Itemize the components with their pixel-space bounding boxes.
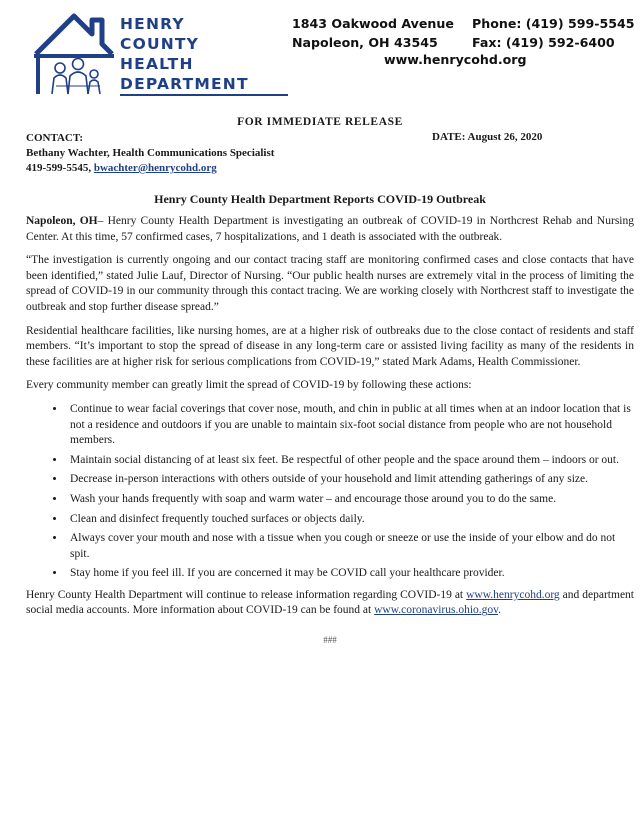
phone-number: Phone: (419) 599-5545	[472, 16, 635, 31]
list-item: • Continue to wear facial coverings that cover nose, mouth, and chin in public at all times when at an indoor location that is not a residence and outdoors if you are unable to maintain six-foot social distance from people who are not household members.	[66, 402, 634, 449]
closing-text: Henry County Health Department will continue to release information regarding COVID-19 at	[26, 588, 467, 601]
website-text: www.henrycohd.org	[384, 52, 527, 67]
closing-text: and department social media accounts. More information about COVID-19 can be found at	[26, 588, 634, 617]
phone-block	[472, 14, 635, 52]
paragraph-intro-text: – Henry County Health Department is investigating an outbreak of COVID-19 in Northcrest Rehab and Nursing Center. At this time, 57 confirmed cases, 7 hospitalizations, and 1 death is associated with the outbreak.	[26, 215, 634, 243]
release-body	[26, 214, 634, 649]
end-mark: ###	[323, 635, 337, 646]
henrycohd-link[interactable]: www.henrycohd.org	[466, 588, 560, 601]
release-date: DATE: August 26, 2020	[432, 131, 543, 143]
list-item: • Wash your hands frequently with soap and warm water – and encourage those around you to do the same.	[66, 492, 634, 508]
org-name-line: DEPARTMENT	[120, 75, 249, 93]
address-block	[292, 14, 454, 52]
org-name-line: HEALTH	[120, 55, 194, 73]
fax-number: Fax: (419) 592-6400	[472, 35, 615, 50]
paragraph-closing	[26, 588, 634, 619]
org-name-line: COUNTY	[120, 35, 200, 53]
list-item: • Always cover your mouth and nose with a tissue when you cough or sneeze or use the inside of your elbow and do not spit.	[66, 531, 634, 562]
paragraph-quote-lauf: “The investigation is currently ongoing and our contact tracing staff are monitoring confirmed cases and close contacts that have been identified,” stated Julie Lauf, Director of Nursing. “Our public health nurses are extremely vital in the process of limiting the spread of COVID-19 in our community through this contact tracing. We are working closely with Northcrest staff to investigate the outbreak and stop further disease spread.”	[26, 254, 634, 313]
paragraph-intro	[26, 214, 634, 245]
contact-label: CONTACT:	[26, 132, 84, 144]
coronavirus-ohio-link[interactable]: www.coronavirus.ohio.gov	[374, 604, 499, 617]
contact-phone: 419-599-5545,	[26, 162, 94, 174]
org-name-line: HENRY	[120, 15, 185, 33]
org-name	[120, 14, 249, 94]
list-item: • Maintain social distancing of at least six feet. Be respectful of other people and the space around them – indoors or out.	[66, 453, 634, 469]
list-item: • Clean and disinfect frequently touched surfaces or objects daily.	[66, 512, 634, 528]
release-label: FOR IMMEDIATE RELEASE	[237, 116, 403, 128]
contact-block	[26, 131, 274, 176]
headline: Henry County Health Department Reports COVID-19 Outbreak	[154, 192, 486, 206]
address-street: 1843 Oakwood Avenue	[292, 16, 454, 31]
list-item: • Stay home if you feel ill. If you are concerned it may be COVID call your healthcare provider.	[66, 566, 634, 582]
list-item: • Decrease in-person interactions with others outside of your household and limit attending gatherings of any size.	[66, 472, 634, 488]
contact-line	[26, 161, 274, 176]
logo-underline	[120, 94, 288, 96]
contact-name: Bethany Wachter, Health Communications Specialist	[26, 147, 275, 159]
house-family-icon	[30, 8, 130, 100]
address-city: Napoleon, OH 43545	[292, 35, 438, 50]
paragraph-actions-intro: Every community member can greatly limit the spread of COVID-19 by following these actions:	[26, 379, 472, 392]
health-department-logo	[30, 8, 265, 100]
dateline: Napoleon, OH	[26, 215, 98, 227]
closing-text: .	[498, 604, 502, 617]
actions-list	[26, 402, 634, 582]
paragraph-quote-adams: Residential healthcare facilities, like nursing homes, are at a higher risk of outbreaks due to the close contact of residents and staff members. “It’s important to stop the spread of disease in any long-term care or assisted living facility as many of the residents in these facilities are at higher risk for serious complications from COVID-19,” stated Mark Adams, Health Commissioner.	[26, 324, 634, 368]
contact-email-link[interactable]: bwachter@henrycohd.org	[93, 162, 217, 174]
